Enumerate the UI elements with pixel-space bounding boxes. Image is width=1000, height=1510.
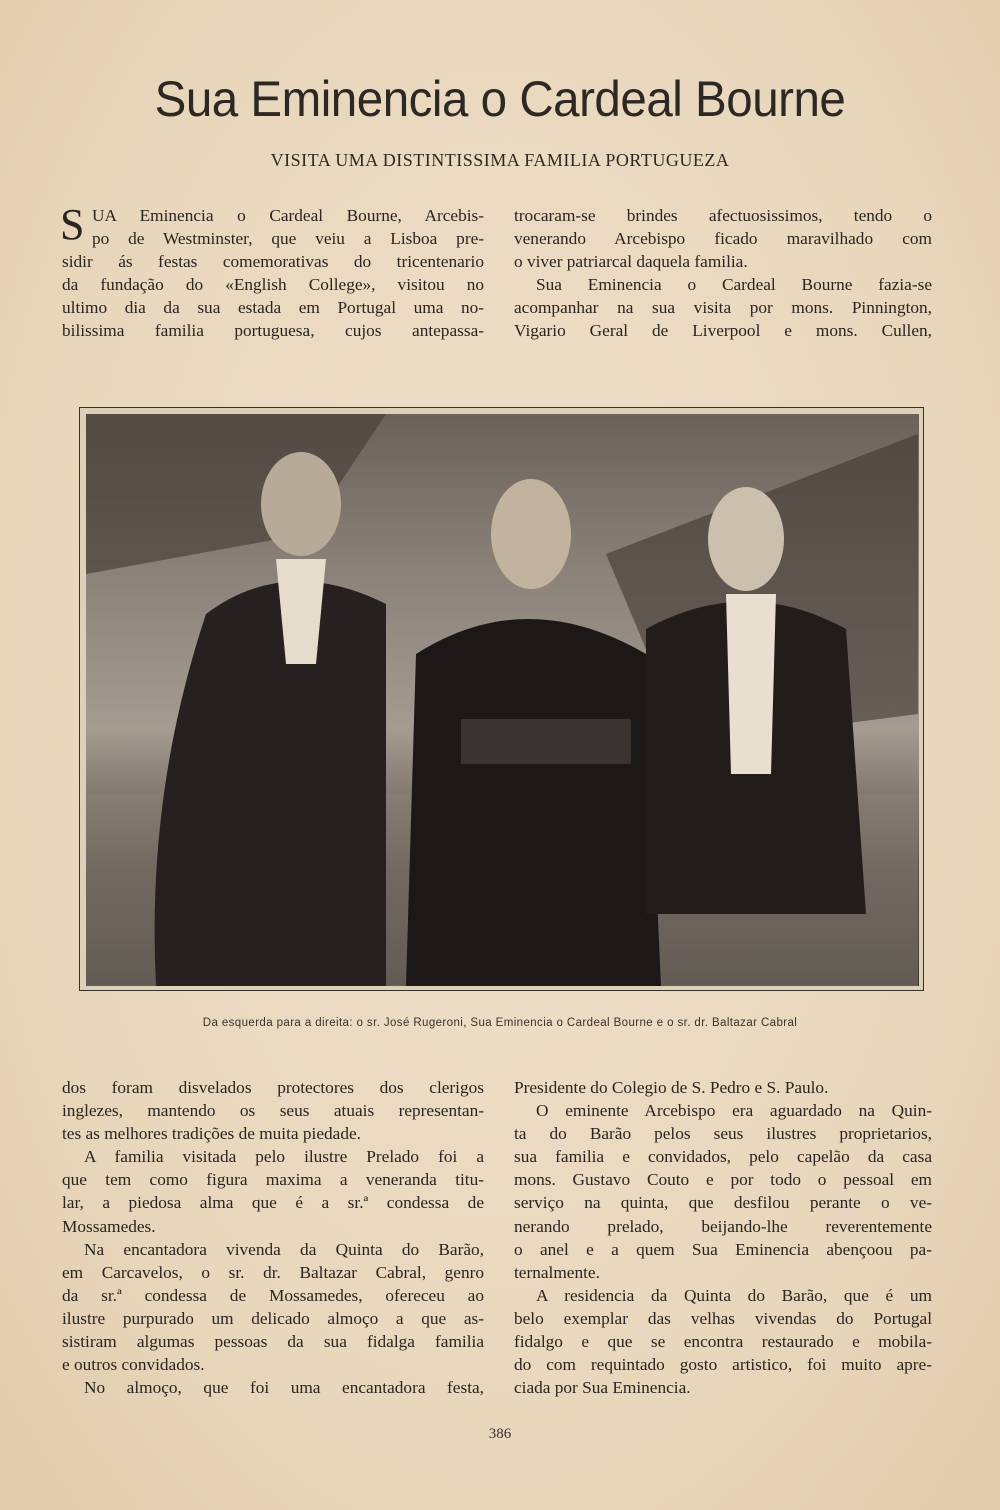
text-line: nerando prelado, beijando-lhe reverentemente: [514, 1216, 932, 1236]
photo-caption: Da esquerda para a direita: o sr. José Rugeroni, Sua Eminencia o Cardeal Bourne e o sr. dr. Baltazar Cabral: [202, 1017, 798, 1029]
text-line: sistiram algumas pessoas da sua fidalga familia: [62, 1332, 484, 1352]
text-line: Mossamedes.: [62, 1216, 156, 1236]
article-title: Sua Eminencia o Cardeal Bourne: [154, 71, 846, 127]
text-column-bottom-left: [62, 1076, 484, 1399]
text-line: o anel e a quem Sua Eminencia abençoou pa-: [514, 1239, 932, 1259]
photograph-frame: [79, 407, 924, 991]
text-line: ultimo dia da sua estada em Portugal uma no-: [62, 298, 484, 318]
text-line: da sr.ª condessa de Mossamedes, ofereceu ao: [62, 1285, 484, 1305]
drop-cap: S: [60, 203, 85, 249]
text-line: ternalmente.: [514, 1262, 600, 1282]
text-line: sidir ás festas comemorativas do tricentenario: [62, 252, 484, 272]
text-line: lar, a piedosa alma que é a sr.ª condessa de: [62, 1193, 484, 1213]
text-line: e outros convidados.: [62, 1355, 205, 1375]
text-line: venerando Arcebispo ficado maravilhado com: [514, 229, 932, 249]
page-number: 386: [488, 1426, 512, 1442]
text-line: ta do Barão pelos seus ilustres proprietarios,: [514, 1124, 932, 1144]
text-line: trocaram-se brindes afectuosissimos, tendo o: [514, 206, 932, 225]
text-line: po de Westminster, que veiu a Lisboa pre-: [92, 229, 484, 249]
text-column-top-right: [514, 204, 932, 343]
text-line: Presidente do Colegio de S. Pedro e S. Paulo.: [514, 1078, 829, 1097]
text-line: da fundação do «English College», visitou no: [62, 275, 484, 295]
text-line: tes as melhores tradições de muita piedade.: [62, 1124, 361, 1144]
text-column-top-left: [62, 204, 484, 343]
text-line: Na encantadora vivenda da Quinta do Barão,: [84, 1239, 484, 1259]
text-line: A residencia da Quinta do Barão, que é um: [536, 1285, 932, 1305]
photograph-three-men: [86, 414, 919, 986]
text-line: o viver patriarcal daquela familia.: [514, 252, 748, 272]
text-line: sua familia e convidados, pelo capelão da casa: [514, 1147, 932, 1167]
photo-illustration: [86, 414, 918, 986]
text-line: acompanhar na sua visita por mons. Pinnington,: [514, 298, 932, 318]
text-line: Vigario Geral de Liverpool e mons. Cullen,: [514, 321, 932, 341]
text-line: que tem como figura maxima a veneranda titu-: [62, 1170, 484, 1190]
text-line: belo exemplar das velhas vivendas do Portugal: [514, 1308, 932, 1328]
text-column-bottom-right: [514, 1076, 932, 1399]
text-line: em Carcavelos, o sr. dr. Baltazar Cabral, genro: [62, 1262, 484, 1282]
text-line: UA Eminencia o Cardeal Bourne, Arcebis-: [92, 206, 484, 225]
text-line: No almoço, que foi uma encantadora festa,: [84, 1378, 484, 1398]
text-line: do com requintado gosto artistico, foi muito apre-: [514, 1355, 932, 1375]
text-line: Sua Eminencia o Cardeal Bourne fazia-se: [536, 275, 932, 295]
text-line: ciada por Sua Eminencia.: [514, 1378, 691, 1398]
text-line: ilustre purpurado um delicado almoço a que as-: [62, 1308, 484, 1328]
text-line: bilissima familia portuguesa, cujos antepassa-: [62, 321, 484, 341]
text-line: inglezes, mantendo os seus atuais representan-: [62, 1101, 484, 1121]
text-line: fidalgo e que se encontra restaurado e mobila-: [514, 1332, 932, 1352]
text-line: dos foram disvelados protectores dos clerigos: [62, 1078, 484, 1097]
text-line: serviço na quinta, que desfilou perante o ve-: [514, 1193, 932, 1213]
article-subtitle: VISITA UMA DISTINTISSIMA FAMILIA PORTUGUEZA: [270, 150, 730, 170]
text-line: A familia visitada pelo ilustre Prelado foi a: [84, 1147, 484, 1167]
text-line: mons. Gustavo Couto e por todo o pessoal em: [514, 1170, 932, 1190]
text-line: O eminente Arcebispo era aguardado na Quin-: [536, 1101, 932, 1121]
